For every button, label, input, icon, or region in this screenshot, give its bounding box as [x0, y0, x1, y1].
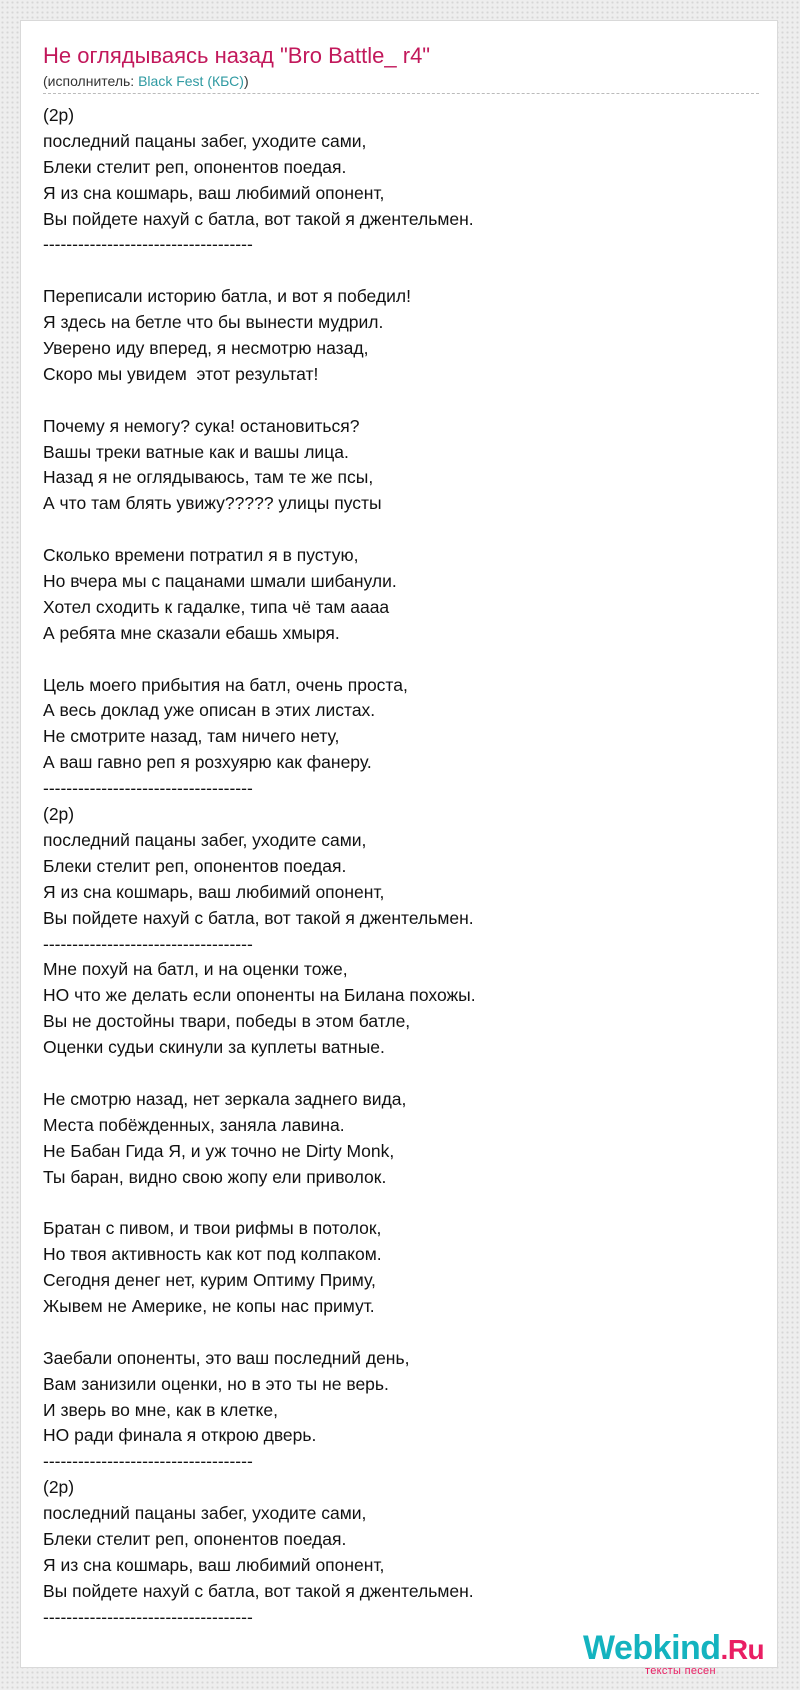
logo-name: Webkind	[583, 1629, 721, 1667]
lyric-line: Блеки стелит реп, опонентов поедая.	[43, 1528, 347, 1549]
lyric-line: НО что же делать если опоненты на Билана похожы.	[43, 985, 476, 1006]
lyric-line: (2р)	[43, 1477, 75, 1498]
lyric-line	[43, 1061, 759, 1087]
lyric-line: Места побёжденных, заняла лавина.	[43, 1114, 345, 1135]
lyric-line: Ты баран, видно свою жопу ели приволок.	[43, 1166, 387, 1187]
lyric-line: Я из сна кошмарь, ваш любимий опонент,	[43, 881, 385, 902]
lyric-line: Жывем не Америке, не копы нас примут.	[43, 1295, 375, 1316]
lyric-line: Братан с пивом, и твои рифмы в потолок,	[43, 1218, 382, 1239]
lyric-line: Но твоя активность как кот под колпаком.	[43, 1244, 382, 1265]
logo-wordmark	[583, 1630, 764, 1668]
lyric-line: (2р)	[43, 804, 75, 825]
lyric-line: Сколько времени потратил я в пустую,	[43, 545, 359, 566]
lyric-line: Блеки стелит реп, опонентов поедая.	[43, 855, 347, 876]
logo-tld: .Ru	[720, 1634, 765, 1665]
lyric-line: И зверь во мне, как в клетке,	[43, 1399, 278, 1420]
artist-prefix: (исполнитель:	[43, 73, 139, 89]
lyric-line: Мне похуй на батл, и на оценки тоже,	[43, 959, 348, 980]
lyric-line	[43, 1320, 759, 1346]
lyric-line: ------------------------------------	[43, 933, 253, 954]
lyric-line: последний пацаны забег, уходите сами,	[43, 829, 367, 850]
song-title: Не оглядываясь назад "Bro Battle_ r4"	[43, 43, 431, 68]
lyric-line: Скоро мы увидем этот результат!	[43, 363, 319, 384]
lyric-line: А ребята мне сказали ебашь хмыря.	[43, 622, 340, 643]
lyric-line	[43, 388, 759, 414]
lyric-line: Почему я немогу? сука! остановиться?	[43, 415, 360, 436]
lyric-line: А что там блять увижу????? улицы пусты	[43, 493, 382, 514]
lyric-line	[43, 647, 759, 673]
lyric-line: Цель моего прибытия на батл, очень проста,	[43, 674, 408, 695]
lyric-line: ------------------------------------	[43, 1606, 253, 1627]
lyric-line	[43, 517, 759, 543]
lyric-line: Но вчера мы с пацанами шмали шибанули.	[43, 571, 397, 592]
lyric-line: Не смотрите назад, там ничего нету,	[43, 726, 340, 747]
lyric-line: последний пацаны забег, уходите сами,	[43, 1503, 367, 1524]
lyric-line: НО ради финала я открою дверь.	[43, 1425, 317, 1446]
lyric-line: Я здесь на бетле что бы вынести мудрил.	[43, 312, 384, 333]
artist-suffix: )	[243, 73, 249, 89]
lyric-line: ------------------------------------	[43, 234, 253, 255]
lyric-line: Оценки судьи скинули за куплеты ватные.	[43, 1037, 385, 1058]
header-separator	[43, 93, 759, 94]
lyric-line: ------------------------------------	[43, 778, 253, 799]
artist-link[interactable]: Black Fest (КБС)	[138, 73, 244, 89]
lyrics-text	[43, 103, 759, 1631]
lyric-line: Блеки стелит реп, опонентов поедая.	[43, 156, 347, 177]
lyric-line: Уверено иду вперед, я несмотрю назад,	[43, 338, 369, 359]
lyric-line: Я из сна кошмарь, ваш любимий опонент,	[43, 182, 385, 203]
lyric-line: Назад я не оглядываюсь, там те же псы,	[43, 467, 374, 488]
lyric-line: Не Бабан Гида Я, и уж точно не Dirty Monk,	[43, 1140, 395, 1161]
lyric-line: (2р)	[43, 105, 75, 125]
lyric-line: ------------------------------------	[43, 1451, 253, 1472]
lyric-line: Не смотрю назад, нет зеркала заднего вида,	[43, 1088, 407, 1109]
lyric-line: Вашы треки ватные как и вашы лица.	[43, 441, 349, 462]
artist-line	[43, 73, 249, 89]
lyric-line: Вы пойдете нахуй с батла, вот такой я джентельмен.	[43, 907, 474, 928]
lyric-line: Хотел сходить к гадалке, типа чё там аааа	[43, 596, 390, 617]
lyric-line: Переписали историю батла, и вот я победил!	[43, 286, 411, 307]
lyric-line: Вы пойдете нахуй с батла, вот такой я джентельмен.	[43, 208, 474, 229]
webkind-logo[interactable]	[583, 1630, 773, 1680]
lyrics-card	[20, 20, 778, 1668]
lyric-line: Вам занизили оценки, но в это ты не верь.	[43, 1373, 389, 1394]
lyric-line: Сегодня денег нет, курим Оптиму Приму,	[43, 1270, 376, 1291]
lyric-line: последний пацаны забег, уходите сами,	[43, 130, 367, 151]
lyric-line	[43, 258, 759, 284]
lyric-line: А весь доклад уже описан в этих листах.	[43, 700, 376, 721]
lyric-line: Вы пойдете нахуй с батла, вот такой я джентельмен.	[43, 1580, 474, 1601]
lyric-line: Заебали опоненты, это ваш последний день,	[43, 1347, 410, 1368]
lyric-line: Вы не достойны твари, победы в этом батле,	[43, 1011, 411, 1032]
lyric-line: А ваш гавно реп я розхуярю как фанеру.	[43, 752, 372, 773]
lyric-line	[43, 1190, 759, 1216]
logo-tagline: тексты песен	[645, 1665, 716, 1677]
lyric-line: Я из сна кошмарь, ваш любимий опонент,	[43, 1554, 385, 1575]
